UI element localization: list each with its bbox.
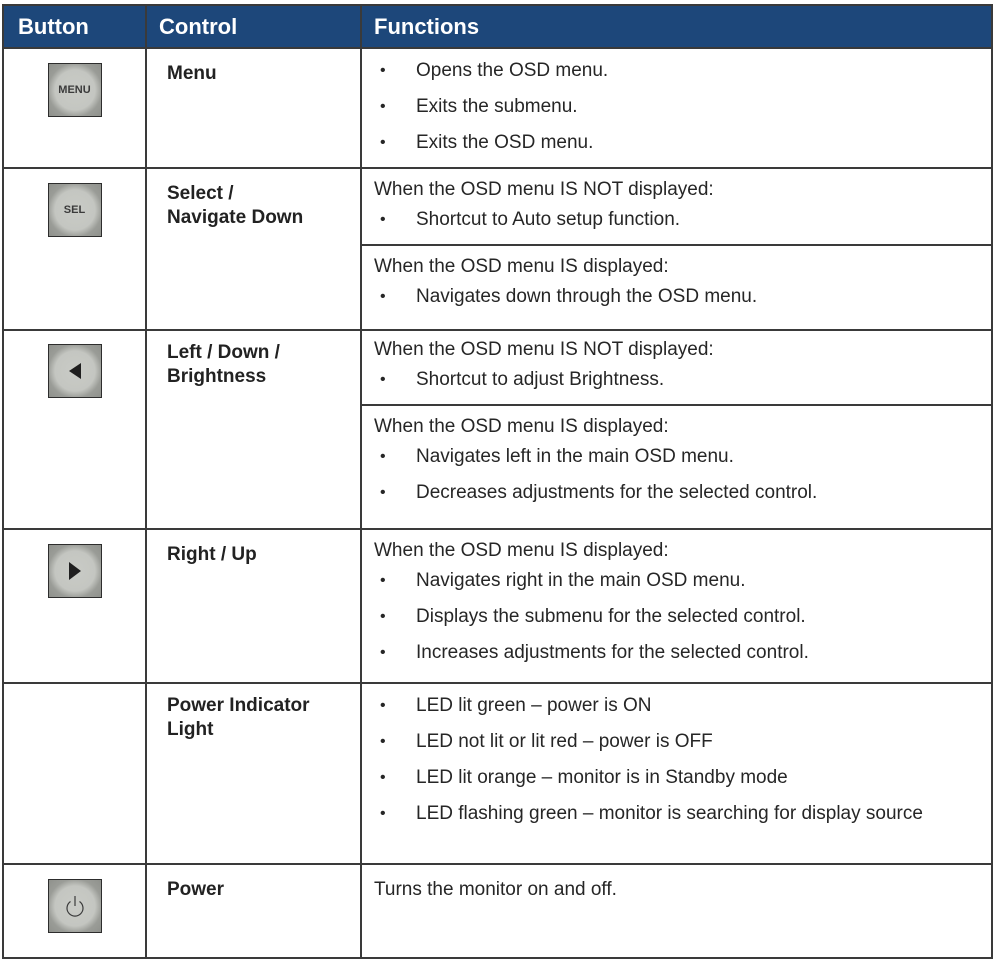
list-item: • Navigates right in the main OSD menu. [374,569,979,593]
control-name: Select / Navigate Down [167,183,304,228]
header-row [3,5,992,48]
control-name: Power [167,879,225,900]
list-item: • Shortcut to adjust Brightness. [374,368,979,392]
list-item: • Navigates down through the OSD menu. [374,285,979,309]
control-cell [146,330,361,529]
button-cell [3,529,146,683]
button-cell [3,864,146,958]
functions-cell [361,48,992,168]
condition-label: When the OSD menu IS NOT displayed: [374,339,714,360]
list-item: • LED not lit or lit red – power is OFF [374,730,979,754]
functions-cell [361,529,992,683]
list-item: • Shortcut to Auto setup function. [374,208,979,232]
list-item: • Increases adjustments for the selected control. [374,641,979,665]
functions-cell [361,330,992,529]
function-block [362,331,991,404]
right-arrow-key-icon [48,544,102,598]
function-block [362,244,991,321]
function-block [362,169,991,244]
table-row-left [3,330,992,529]
left-arrow-key-icon [48,344,102,398]
list-item: • Displays the submenu for the selected control. [374,605,979,629]
button-cell [3,48,146,168]
sel-key-icon: SEL [48,183,102,237]
control-cell [146,168,361,330]
header-functions: Functions [361,5,992,48]
button-cell [3,683,146,864]
table-row-menu [3,48,992,168]
menu-key-icon: MENU [48,63,102,117]
control-name: Power Indicator Light [167,695,310,740]
functions-cell [361,864,992,958]
control-cell [146,683,361,864]
list-item: • Navigates left in the main OSD menu. [374,445,979,469]
control-cell [146,529,361,683]
list-item: • Exits the submenu. [374,95,979,119]
header-button: Button [3,5,146,48]
table-row-right [3,529,992,683]
list-item: • LED lit green – power is ON [374,694,979,718]
power-symbol-icon [65,895,85,917]
list-item: • LED flashing green – monitor is searching for display source [374,802,979,826]
condition-label: When the OSD menu IS displayed: [374,540,669,561]
control-name: Menu [167,63,217,84]
list-item: • LED lit orange – monitor is in Standby mode [374,766,979,790]
left-triangle-icon [68,362,82,380]
table-row-select [3,168,992,330]
function-block [362,404,991,517]
function-block [362,865,991,912]
button-cell [3,330,146,529]
right-triangle-icon [68,561,82,581]
list-item: • Exits the OSD menu. [374,131,979,155]
list-item: • Decreases adjustments for the selected control. [374,481,979,505]
function-block [362,530,991,677]
table-row-power-indicator [3,683,992,864]
control-cell [146,48,361,168]
functions-cell [361,683,992,864]
function-text: Turns the monitor on and off. [374,879,617,900]
control-cell [146,864,361,958]
header-control: Control [146,5,361,48]
control-name: Left / Down / Brightness [167,342,280,387]
condition-label: When the OSD menu IS NOT displayed: [374,179,714,200]
table-row-power [3,864,992,958]
button-cell [3,168,146,330]
functions-cell [361,168,992,330]
function-list [374,59,979,155]
list-item: • Opens the OSD menu. [374,59,979,83]
function-block [362,684,991,838]
control-name: Right / Up [167,544,257,565]
button-control-table [2,4,993,959]
condition-label: When the OSD menu IS displayed: [374,416,669,437]
power-key-icon [48,879,102,933]
condition-label: When the OSD menu IS displayed: [374,256,669,277]
